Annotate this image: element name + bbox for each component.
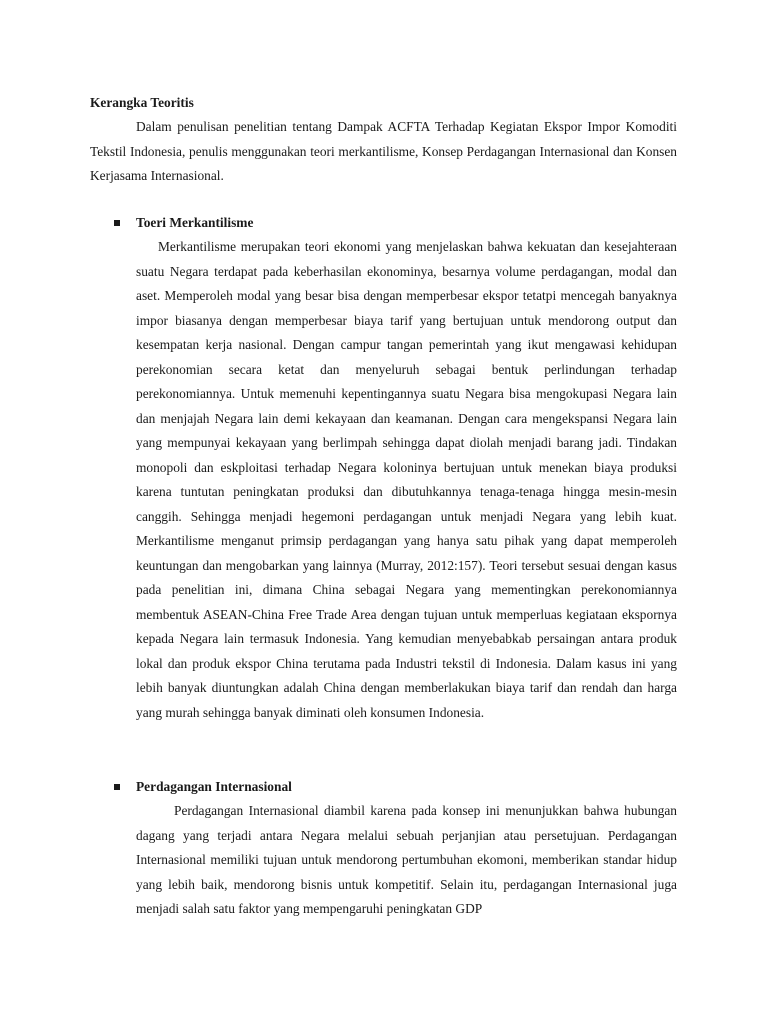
section-perdagangan-internasional xyxy=(136,775,677,922)
section-title-text: Toeri Merkantilisme xyxy=(136,215,254,230)
section-body: Merkantilisme merupakan teori ekonomi yang menjelaskan bahwa kekuatan dan kesejahteraan suatu Negara terdapat pada keberhasilan ekonominya, besarnya volume perdagangan, modal dan aset. Memperoleh modal yang besar bisa dengan memperbesar ekspor tetatpi mencegah banyaknya impor biasanya dengan memperbesar biaya tarif yang bertujuan untuk mendorong output dan kesempatan kerja nasional. Dengan campur tangan pemerintah yang ikut mengawasi kehidupan perekonomian secara ketat dan menyeluruh sebagai bentuk perlindungan terhadap perekonomiannya. Untuk memenuhi kepentingannya suatu Negara bisa mengokupasi Negara lain dan menjajah Negara lain demi kekayaan dan keamanan. Dengan cara mengekspansi Negara lain yang mempunyai kekayaan yang berlimpah sehingga dapat diolah menjadi barang jadi. Tindakan monopoli dan eskploitasi terhadap Negara koloninya bertujuan untuk menekan biaya produksi karena tuntutan peningkatan produksi dan dibutuhkannya tenaga-tenaga hingga mesin-mesin canggih. Sehingga menjadi hegemoni perdagangan untuk menjadi Negara yang lebih kuat. Merkantilisme menganut primsip perdagangan yang hanya satu pihak yang dapat memperoleh keuntungan dan mengobarkan yang lainnya (Murray, 2012:157). Teori tersebut sesuai dengan kasus pada penelitian ini, dimana China sebagai Negara yang mementingkan perekonomiannya membentuk ASEAN-China Free Trade Area dengan tujuan untuk memperluas kegiataan ekspornya kepada Negara lain termasuk Indonesia. Yang kemudian menyebabkab persaingan antara produk lokal dan produk ekspor China terutama pada Industri tekstil di Indonesia. Dalam kasus ini yang lebih banyak diuntungkan adalah China dengan memberlakukan biaya tarif dan rendah dan harga yang murah sehingga banyak diminati oleh konsumen Indonesia. xyxy=(136,239,677,720)
section-merkantilisme xyxy=(136,211,677,725)
section-body: Perdagangan Internasional diambil karena pada konsep ini menunjukkan bahwa hubungan dagang yang terjadi antara Negara melalui sebuah perjanjian atau persetujuan. Perdagangan Internasional memiliki tujuan untuk mendorong pertumbuhan ekomoni, memberikan standar hidup yang lebih baik, mendorong bisnis untuk kompetitif. Selain itu, perdagangan Internasional juga menjadi salah satu faktor yang mempengaruhi peningkatan GDP xyxy=(136,803,677,916)
section-title xyxy=(136,775,677,799)
section-title xyxy=(136,211,677,235)
square-bullet-icon xyxy=(114,220,120,226)
section-title-text: Perdagangan Internasional xyxy=(136,779,292,794)
intro-paragraph: Dalam penulisan penelitian tentang Dampak ACFTA Terhadap Kegiatan Ekspor Impor Komoditi Tekstil Indonesia, penulis menggunakan teori merkantilisme, Konsep Perdagangan Internasional dan Konsen Kerjasama Internasional. xyxy=(90,119,677,183)
document-heading: Kerangka Teoritis xyxy=(90,95,194,110)
square-bullet-icon xyxy=(114,784,120,790)
